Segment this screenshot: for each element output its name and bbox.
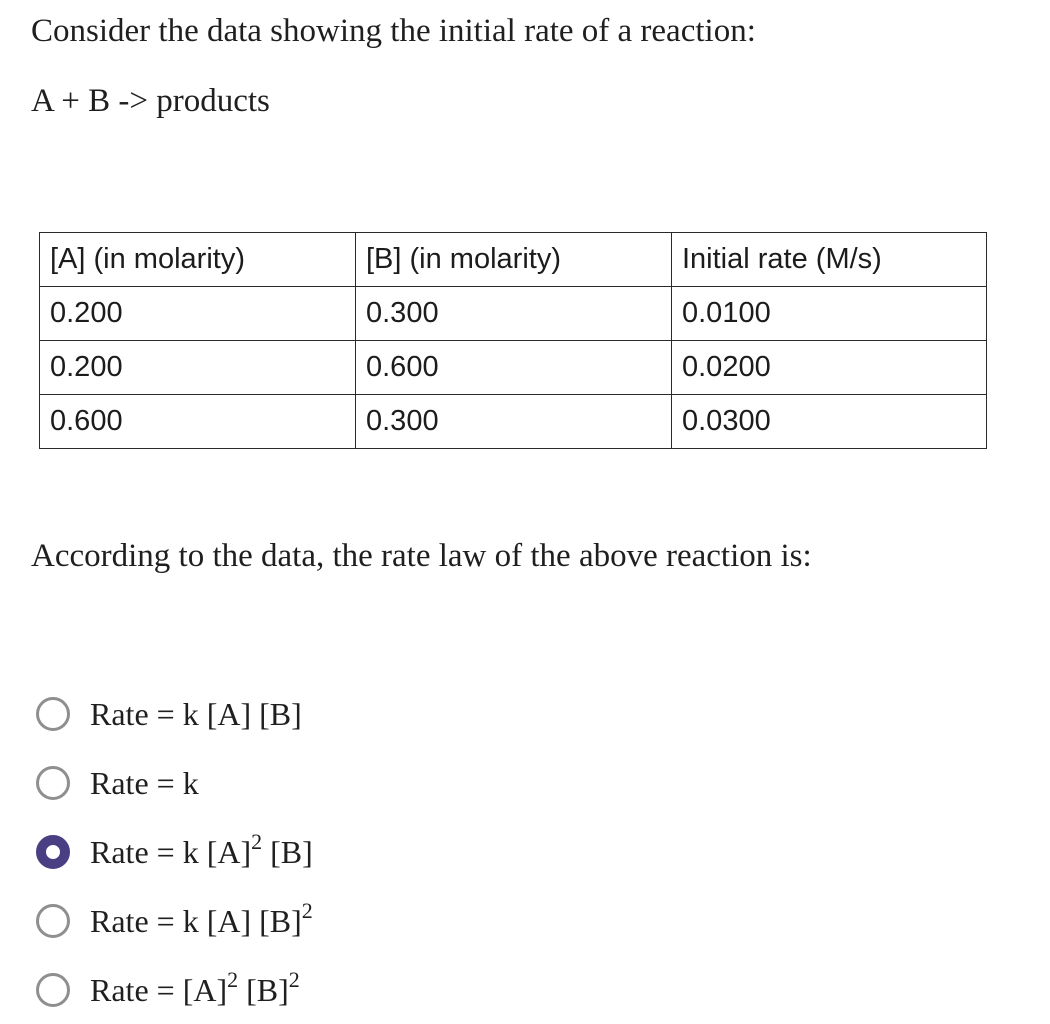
rate-data-table [39,232,987,449]
option-text: Rate = k [A] [B] [90,695,302,732]
header-initial-rate: Initial rate (M/s) [672,233,987,287]
table-row [40,341,987,395]
radio-button-selected[interactable] [36,835,70,869]
question-intro: Consider the data showing the initial rate of a reaction: [31,13,756,49]
cell-concentration-b: 0.600 [356,341,672,395]
question-prompt: According to the data, the rate law of the above reaction is: [31,538,812,574]
radio-button[interactable] [36,904,70,938]
cell-concentration-a: 0.600 [40,395,356,449]
header-concentration-b: [B] (in molarity) [356,233,672,287]
option-text: Rate = [A] [90,971,228,1008]
table-row [40,395,987,449]
answer-option[interactable] [36,886,313,955]
cell-initial-rate: 0.0100 [672,287,987,341]
answer-option[interactable] [36,748,313,817]
option-label [90,966,300,1010]
cell-concentration-b: 0.300 [356,395,672,449]
option-text: Rate = k [A] [B] [90,902,302,939]
answer-option[interactable] [36,679,313,748]
table-header-row [40,233,987,287]
option-exponent: 2 [288,966,300,992]
option-exponent: 2 [251,828,263,854]
header-concentration-a: [A] (in molarity) [40,233,356,287]
option-label [90,763,199,803]
table-row [40,287,987,341]
radio-button[interactable] [36,697,70,731]
answer-option[interactable] [36,817,313,886]
radio-button[interactable] [36,973,70,1007]
cell-concentration-b: 0.300 [356,287,672,341]
reaction-equation: A + B -> products [31,83,270,119]
answer-options [36,679,313,1024]
cell-concentration-a: 0.200 [40,287,356,341]
option-text: Rate = k [A] [90,833,252,870]
option-text: Rate = k [90,764,199,801]
option-label [90,828,313,872]
option-text: [B] [238,971,289,1008]
option-text: [B] [262,833,313,870]
option-label [90,694,302,734]
cell-initial-rate: 0.0200 [672,341,987,395]
option-exponent: 2 [227,966,239,992]
cell-initial-rate: 0.0300 [672,395,987,449]
option-exponent: 2 [301,897,313,923]
radio-button[interactable] [36,766,70,800]
cell-concentration-a: 0.200 [40,341,356,395]
option-label [90,897,313,941]
